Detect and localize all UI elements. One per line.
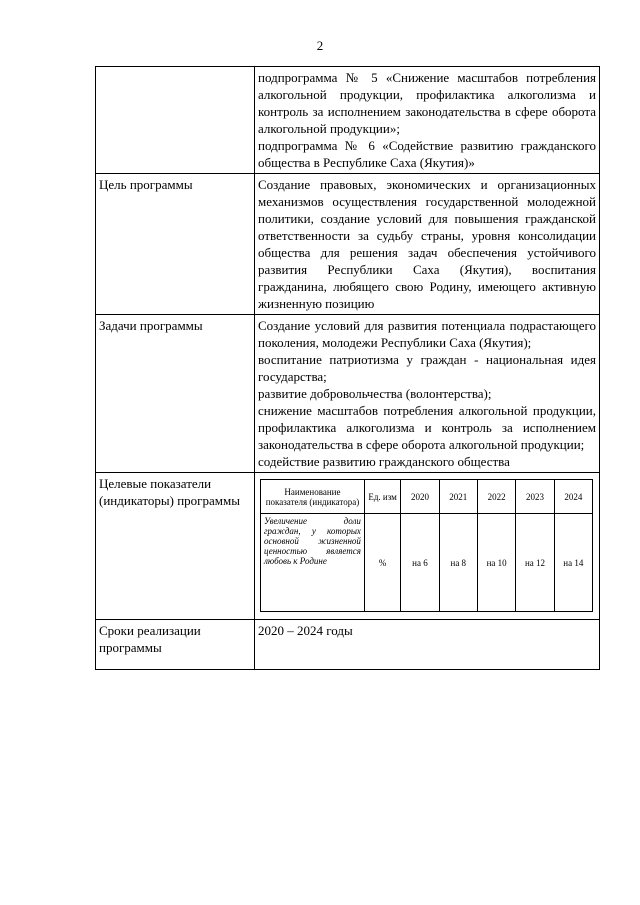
table-row-indicators bbox=[96, 473, 600, 620]
indicators-table bbox=[260, 479, 593, 612]
indicators-data-row bbox=[261, 514, 593, 612]
subprogram-6-text: подпрограмма № 6 «Содействие развитию гражданского общества в Республике Саха (Якутия)» bbox=[258, 138, 596, 170]
task-item: воспитание патриотизма у граждан - национальная идея государства; bbox=[258, 352, 596, 384]
task-item: Создание условий для развития потенциала подрастающего поколения, молодежи Республики Саха (Якутия); bbox=[258, 318, 596, 350]
table-row-subprograms bbox=[96, 67, 600, 174]
task-item: развитие добровольчества (волонтерства); bbox=[258, 386, 492, 401]
subprogram-5-text: подпрограмма № 5 «Снижение масштабов потребления алкогольной продукции, профилактика алкоголизма и контроль за исполнением законодательства в сфере оборота алкогольной продукции»; bbox=[258, 70, 596, 136]
table-row-terms bbox=[96, 620, 600, 670]
indicators-content bbox=[255, 473, 600, 620]
goal-label: Цель программы bbox=[96, 174, 255, 315]
indicators-label: Целевые показатели (индикаторы) программы bbox=[96, 473, 255, 620]
header-indicator-name: Наименование показателя (индикатора) bbox=[261, 480, 365, 514]
tasks-label: Задачи программы bbox=[96, 315, 255, 473]
terms-label: Сроки реализации программы bbox=[96, 620, 255, 670]
header-year: 2022 bbox=[477, 480, 515, 514]
header-year: 2021 bbox=[439, 480, 477, 514]
indicator-name: Увеличение доли граждан, у которых основной жизненной ценностью является любовь к Родине bbox=[261, 514, 365, 612]
task-item: содействие развитию гражданского общества bbox=[258, 454, 510, 469]
terms-value: 2020 – 2024 годы bbox=[255, 620, 600, 670]
row-content bbox=[255, 67, 600, 174]
task-item: снижение масштабов потребления алкогольной продукции, профилактика алкоголизма и контроль за исполнением законодательства в сфере оборота алкогольной продукции; bbox=[258, 403, 596, 452]
header-year: 2023 bbox=[516, 480, 554, 514]
header-unit: Ед. изм bbox=[364, 480, 400, 514]
header-year: 2020 bbox=[401, 480, 439, 514]
table-row-tasks bbox=[96, 315, 600, 473]
page-number: 2 bbox=[316, 38, 324, 53]
indicator-unit: % bbox=[364, 514, 400, 612]
indicator-value: на 8 bbox=[439, 514, 477, 612]
goal-text: Создание правовых, экономических и организационных механизмов осуществления государственной молодежной политики, создание условий для повышения гражданской ответственности за судьбу страны, уровня консолидации общества для решения задач обеспечения устойчивого развития Республики Саха (Якутия), воспитания гражданина, любящего свою Родину, имеющего активную жизненную позицию bbox=[258, 177, 596, 311]
indicator-value: на 6 bbox=[401, 514, 439, 612]
indicator-value: на 10 bbox=[477, 514, 515, 612]
program-passport-table bbox=[95, 66, 600, 670]
indicator-value: на 12 bbox=[516, 514, 554, 612]
tasks-content bbox=[255, 315, 600, 473]
row-label bbox=[96, 67, 255, 174]
indicator-value: на 14 bbox=[554, 514, 592, 612]
goal-content bbox=[255, 174, 600, 315]
table-row-goal bbox=[96, 174, 600, 315]
indicators-header-row bbox=[261, 480, 593, 514]
header-year: 2024 bbox=[554, 480, 592, 514]
